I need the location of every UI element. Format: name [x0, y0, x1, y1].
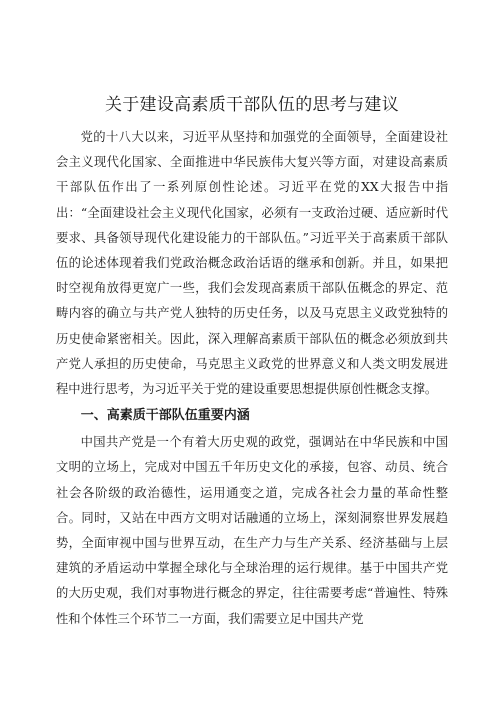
section-heading: 一、高素质干部队伍重要内涵	[80, 408, 250, 424]
intro-paragraph: 党的十八大以来，习近平从坚持和加强党的全面领导，全面建设社会主义现代化国家、全面推进中华民族伟大复兴等方面，对建设高素质干部队伍作出了一系列原创性论述。习近平在党的XX大报告中指出：“全面建设社会主义现代化国家，必须有一支政治过硬、适应新时代要求、具备领导现代化建设能力的干部队伍。”习近平关于高素质干部队伍的论述体现着我们党政治概念政治话语的继承和创新。并且，如果把时空视角放得更宽广一些，我们会发现高素质干部队伍概念的界定、范畴内容的确立与共产党人独特的历史任务，以及马克思主义政党独特的历史使命紧密相关。因此，深入理解高素质干部队伍的概念必须放到共产党人承担的历史使命，马克思主义政党的世界意义和人类文明发展进程中进行思考，为习近平关于党的建设重要思想提供原创性概念支撑。	[56, 130, 448, 397]
section-paragraph: 中国共产党是一个有着大历史观的政党，强调站在中华民族和中国文明的立场上，完成对中国五千年历史文化的承接，包容、动员、统合社会各阶级的政治德性，运用通变之道，完成各社会力量的革命性整合。同时，又站在中西方文明对话融通的立场上，深刻洞察世界发展趋势，全面审视中国与世界互动，在生产力与生产关系、经济基础与上层建筑的矛盾运动中掌握全球化与全球治理的运行规律。基于中国共产党的大历史观，我们对事物进行概念的界定，往往需要考虑“普遍性、特殊性和个体性三个环节二一方面，我们需要立足中国共产党	[56, 435, 448, 626]
document-title: 关于建设高素质干部队伍的思考与建议	[104, 95, 400, 115]
